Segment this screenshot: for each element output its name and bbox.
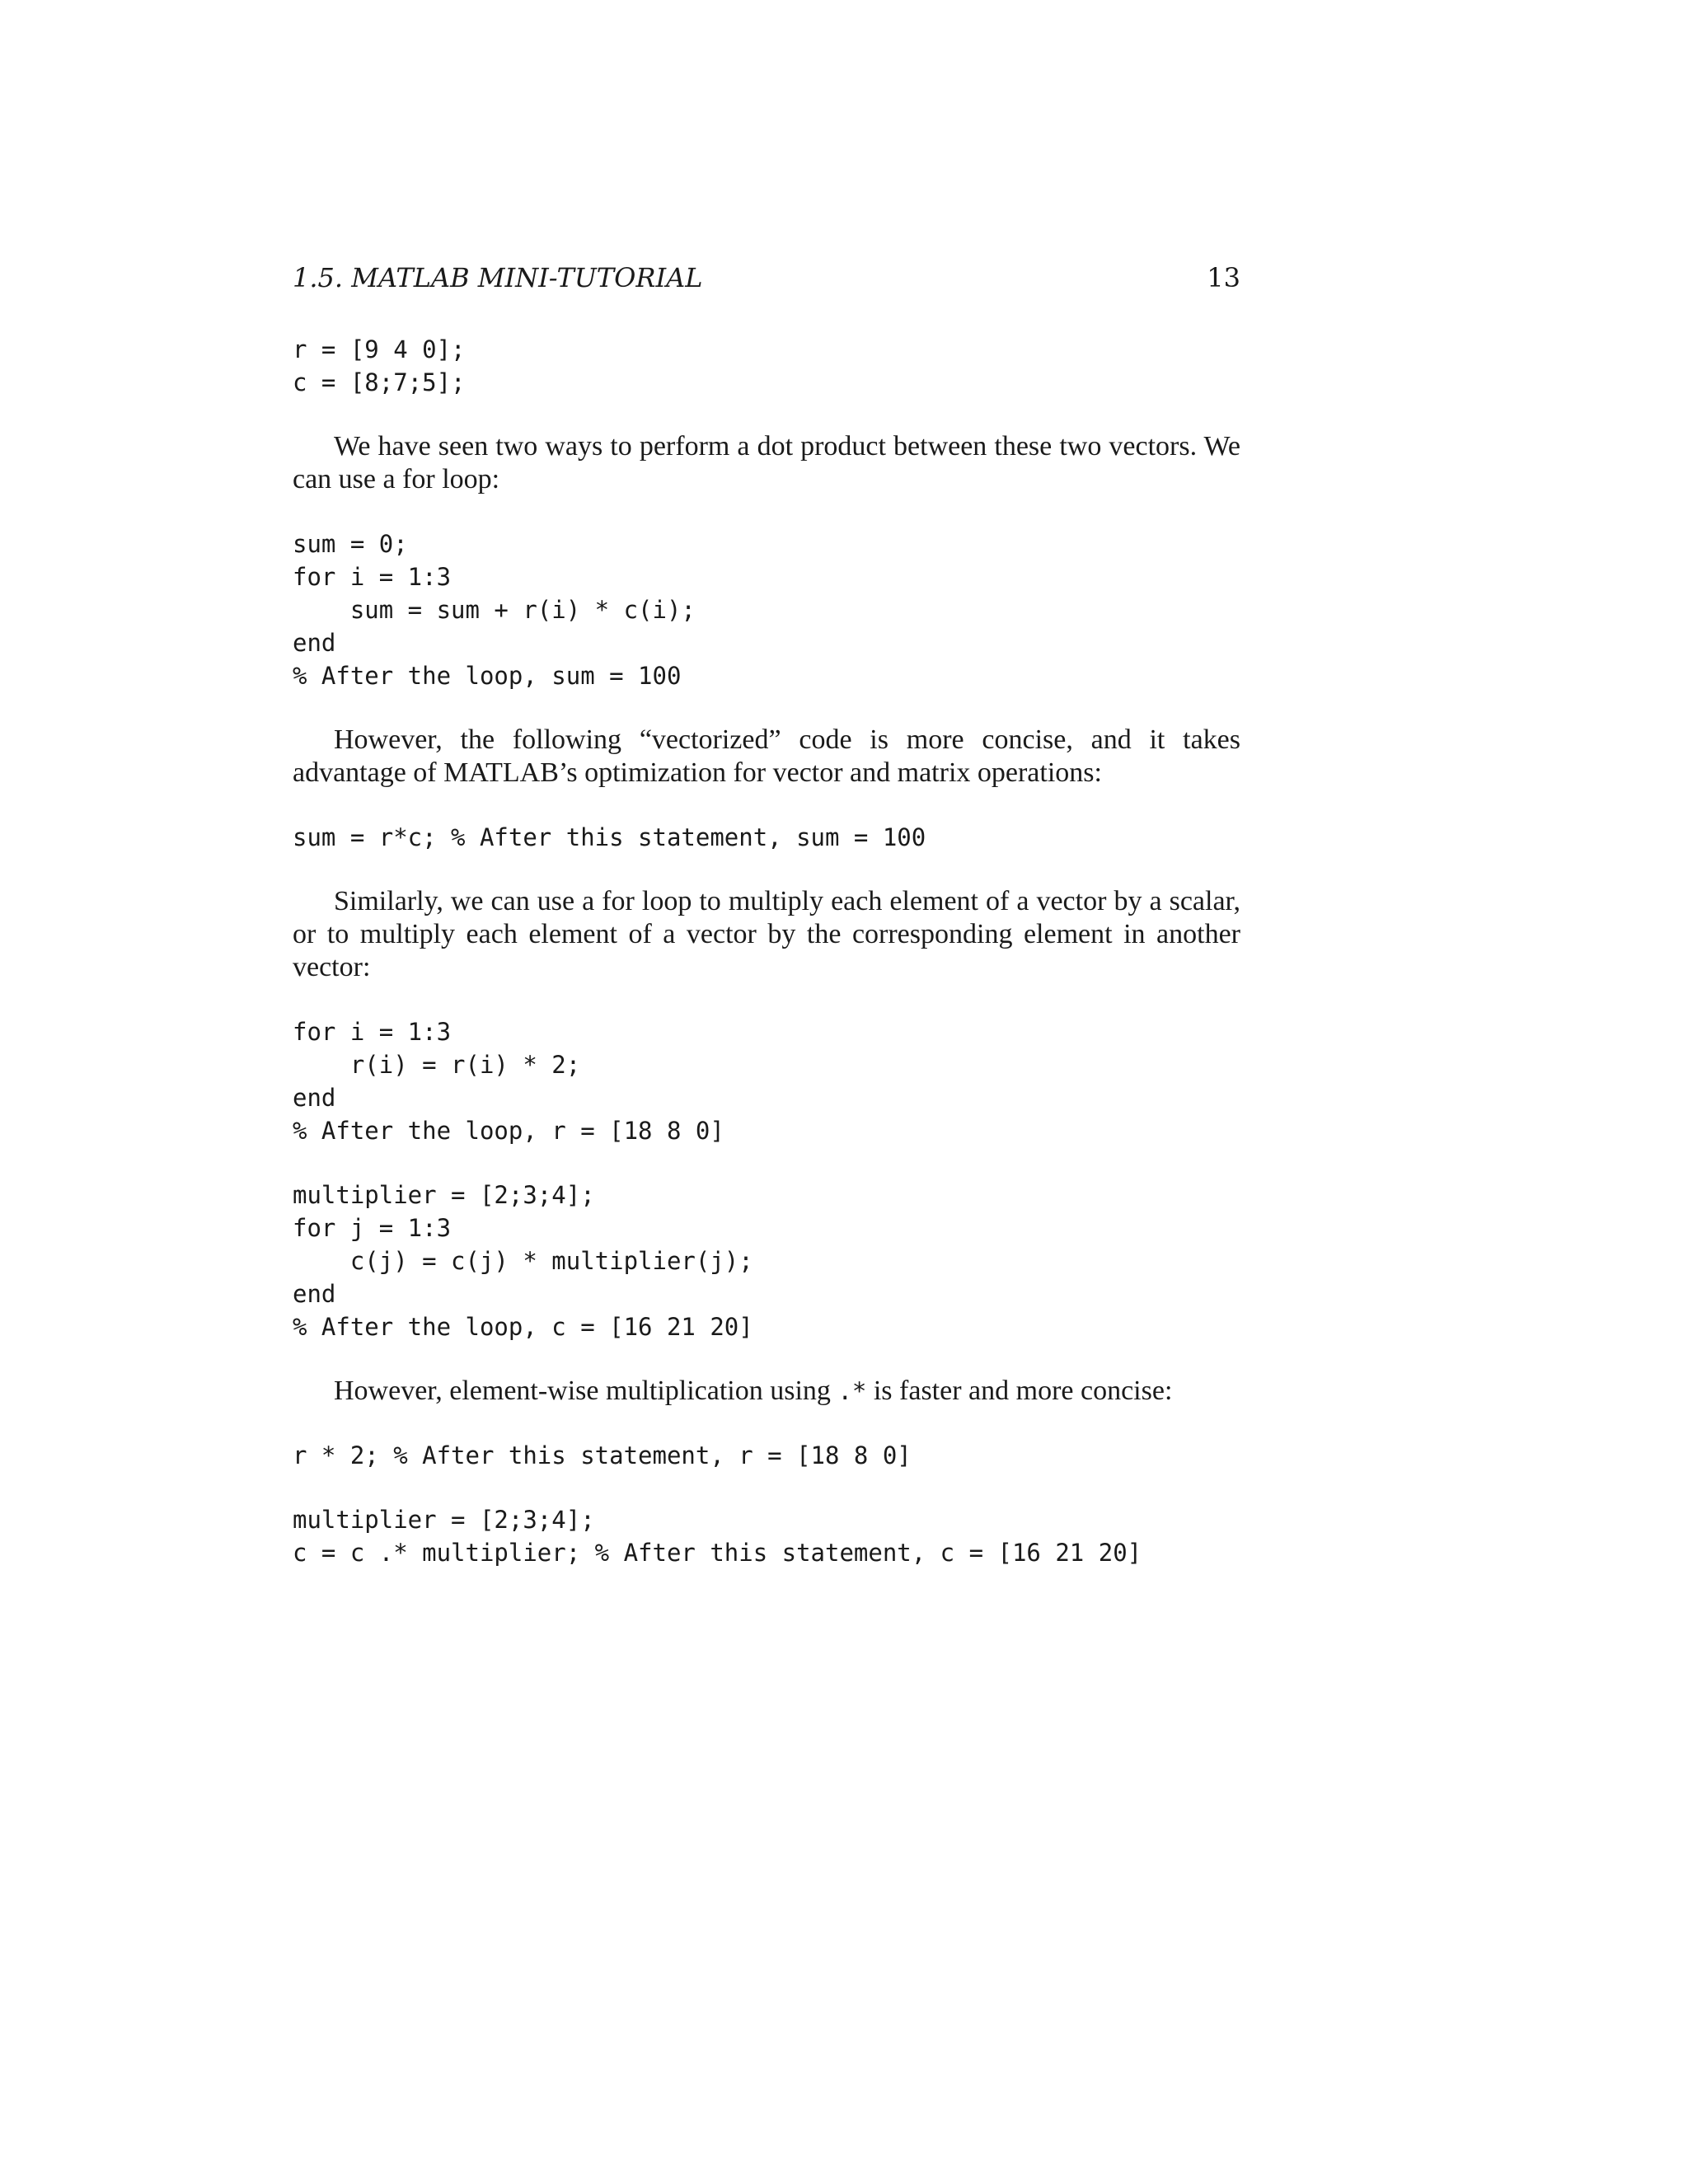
code-line: % After the loop, sum = 100 [293, 662, 682, 690]
code-line: sum = sum + r(i) * c(i); [293, 596, 696, 624]
paragraph-text: We have seen two ways to perform a dot product between these two vectors. We can use a for loop: [293, 431, 1240, 494]
code-line: c = [8;7;5]; [293, 368, 466, 396]
code-line: for i = 1:3 [293, 563, 452, 591]
code-line: sum = r*c; % After this statement, sum = 100 [293, 823, 926, 851]
code-block-scalar-vectorized [293, 1439, 1240, 1472]
code-line: c(j) = c(j) * multiplier(j); [293, 1247, 753, 1275]
code-block-scalar-loop [293, 1015, 1240, 1147]
page-number: 13 [1207, 262, 1240, 293]
paragraph-scalar-multiply [293, 885, 1240, 984]
code-block-elementwise-vectorized [293, 1503, 1240, 1569]
code-line: r * 2; % After this statement, r = [18 8 0] [293, 1441, 912, 1469]
code-line: sum = 0; [293, 530, 408, 558]
inline-code-operator: .* [837, 1377, 867, 1405]
code-line: end [293, 629, 336, 657]
code-line: multiplier = [2;3;4]; [293, 1506, 595, 1534]
code-line: end [293, 1084, 336, 1112]
code-block-for-loop-dot [293, 527, 1240, 692]
code-block-vectors [293, 333, 1240, 399]
paragraph-vectorized [293, 724, 1240, 790]
code-line: % After the loop, r = [18 8 0] [293, 1117, 724, 1145]
code-line: % After the loop, c = [16 21 20] [293, 1313, 753, 1341]
paragraph-text: is faster and more concise: [866, 1376, 1173, 1406]
paragraph-text: However, the following “vectorized” code is more concise, and it takes advantage of MATLAB’s optimization for vector and matrix operations: [293, 724, 1240, 788]
code-line: multiplier = [2;3;4]; [293, 1181, 595, 1209]
code-line: end [293, 1280, 336, 1308]
paragraph-dot-product [293, 430, 1240, 496]
paragraph-elementwise [293, 1375, 1240, 1408]
code-line: for j = 1:3 [293, 1214, 452, 1242]
page [293, 262, 1240, 1569]
code-line: r(i) = r(i) * 2; [293, 1051, 581, 1079]
code-block-vectorized-dot [293, 821, 1240, 854]
paragraph-text: Similarly, we can use a for loop to multiply each element of a vector by a scalar, or to multiply each element of a vector by the corresponding element in another vector: [293, 886, 1240, 982]
paragraph-text: However, element-wise multiplication using [334, 1376, 838, 1406]
code-line: c = c .* multiplier; % After this statement, c = [16 21 20] [293, 1539, 1142, 1567]
code-block-elementwise-loop [293, 1179, 1240, 1343]
code-line: r = [9 4 0]; [293, 335, 466, 363]
section-title: 1.5. MATLAB MINI-TUTORIAL [293, 262, 703, 293]
code-line: for i = 1:3 [293, 1018, 452, 1046]
running-header [293, 262, 1240, 305]
